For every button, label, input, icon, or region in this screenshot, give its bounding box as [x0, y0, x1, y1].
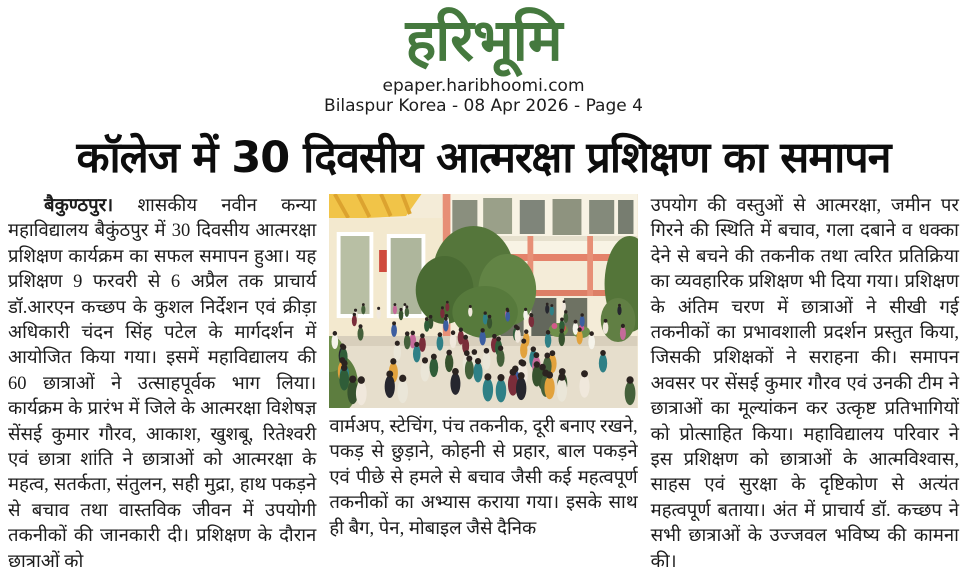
column-1-paragraph	[8, 194, 316, 575]
article-columns	[0, 194, 967, 575]
column-1	[8, 194, 316, 575]
column-1-text: शासकीय नवीन कन्या महाविद्यालय बैकुंठपुर में 30 दिवसीय आत्मरक्षा प्रशिक्षण कार्यक्रम का सफल समापन हुआ। यह प्रशिक्षण 9 फरवरी से 6 अप्रैल तक प्राचार्य डॉ.आरएन कच्छप के कुशल निर्देशन एवं क्रीड़ा अधिकारी चंदन सिंह पटेल के मार्गदर्शन में आयोजित किया गया। इसमें महाविद्यालय की 60 छात्राओं ने उत्साहपूर्वक भाग लिया। कार्यक्रम के प्रारंभ में जिले के आत्मरक्षा विशेषज्ञ सेंसई कुमार गौरव, आकाश, खुशबू, रितेश्वरी एवं छात्रा शांति ने छात्राओं को आत्मरक्षा के महत्व, सतर्कता, संतुलन, सही मुद्रा, हाथ पकड़ने से बचाव तथा वास्तविक जीवन में उपयोगी तकनीकों की जानकारी दी। प्रशिक्षण के दौरान छात्राओं को	[8, 196, 317, 572]
article-photo	[329, 194, 637, 408]
column-3-text: उपयोग की वस्तुओं से आत्मरक्षा, जमीन पर गिरने की स्थिति में बचाव, गला दबाने व धक्का देने से बचने की तकनीक तथा त्वरित प्रतिक्रिया का व्यवहारिक प्रशिक्षण भी दिया गया। प्रशिक्षण के अंतिम चरण में छात्राओं ने सीखी गई तकनीकों का प्रभावशाली प्रदर्शन प्रस्तुत किया, जिसकी प्रशिक्षकों ने सराहना की। समापन अवसर पर सेंसई कुमार गौरव एवं उनकी टीम ने छात्राओं का मूल्यांकन कर उत्कृष्ट प्रतिभागियों को प्रोत्साहित किया। महाविद्यालय परिवार ने इस प्रशिक्षण को छात्राओं के आत्मविश्वास, साहस एवं सुरक्षा के दृष्टिकोण से अत्यंत महत्वपूर्ण बताया। अंत में प्राचार्य डॉ. कच्छप ने सभी छात्राओं के उज्जवल भविष्य की कामना की।	[650, 196, 959, 572]
edition-date-page-line: Bilaspur Korea - 08 Apr 2026 - Page 4	[324, 96, 643, 116]
masthead	[0, 0, 967, 117]
column-3	[651, 194, 959, 575]
haribhoomi-logo: हरिभूमि	[405, 6, 562, 74]
dateline: बैकुण्ठपुर।	[44, 196, 114, 216]
article-headline: कॉलेज में 30 दिवसीय आत्मरक्षा प्रशिक्षण का समापन	[76, 133, 891, 183]
epaper-site-url: epaper.haribhoomi.com	[382, 76, 585, 96]
courtyard-photo-illustration	[329, 194, 637, 408]
column-2-text: वार्मअप, स्टेचिंग, पंच तकनीक, दूरी बनाए रखने, पकड़ से छुड़ाने, कोहनी से प्रहार, बाल पकड़ने एवं पीछे से हमले से बचाव जैसी कई महत्वपूर्ण तकनीकों का अभ्यास कराया गया। इसके साथ ही बैग, पेन, मोबाइल जैसे दैनिक	[329, 417, 638, 539]
column-2	[329, 194, 637, 542]
